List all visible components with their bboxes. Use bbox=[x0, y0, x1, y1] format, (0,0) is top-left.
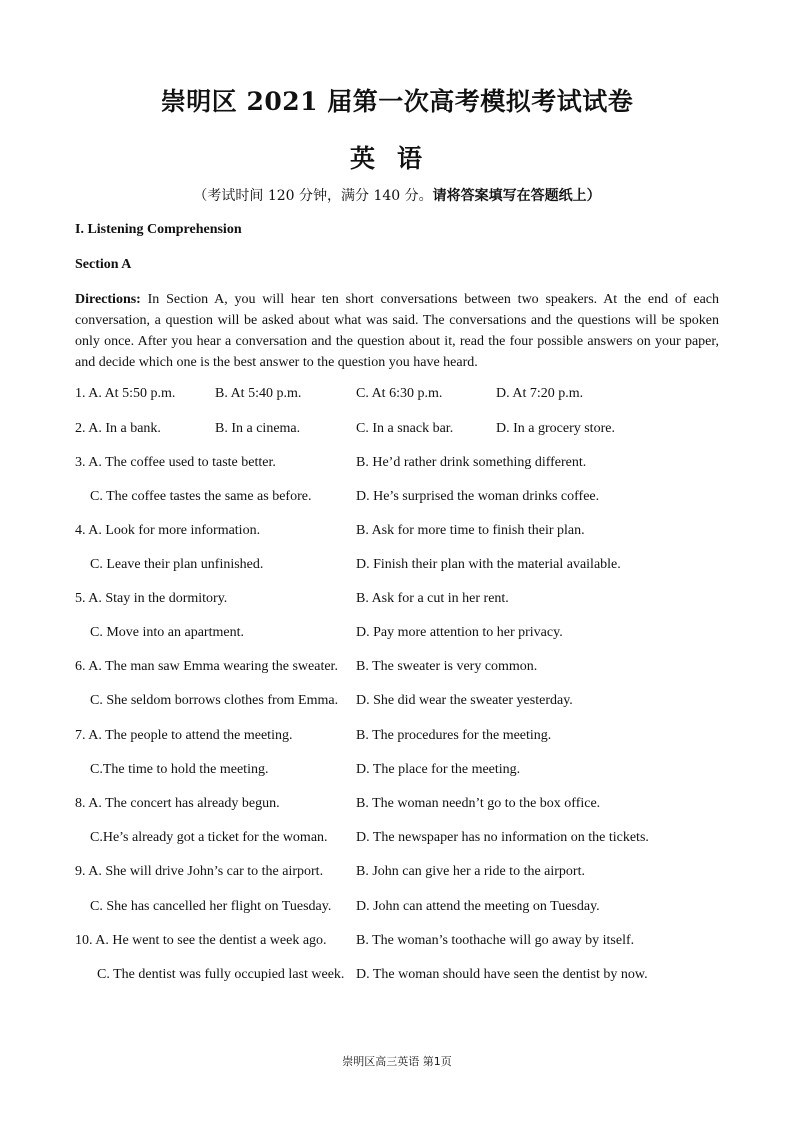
q9-option-d: D. John can attend the meeting on Tuesday. bbox=[356, 899, 600, 914]
q2-option-b: B. In a cinema. bbox=[215, 421, 301, 436]
subject-title: 英语 bbox=[349, 144, 444, 173]
q3-option-a: 3. A. The coffee used to taste better. bbox=[75, 455, 276, 470]
section-heading: Section A bbox=[75, 257, 132, 272]
q7-option-c: C.The time to hold the meeting. bbox=[90, 762, 269, 777]
q1-option-d: D. At 7:20 p.m. bbox=[496, 386, 584, 401]
q9-option-c: C. She has cancelled her flight on Tuesday. bbox=[90, 899, 332, 914]
q6-option-a: 6. A. The man saw Emma wearing the sweater. bbox=[75, 659, 338, 674]
q4-option-c: C. Leave their plan unfinished. bbox=[90, 557, 264, 572]
q5-option-b: B. Ask for a cut in her rent. bbox=[356, 591, 509, 606]
q2-option-c: C. In a snack bar. bbox=[356, 421, 454, 436]
q6-option-b: B. The sweater is very common. bbox=[356, 659, 538, 674]
q10-option-d: D. The woman should have seen the dentist by now. bbox=[356, 967, 648, 982]
q9-option-a: 9. A. She will drive John’s car to the airport. bbox=[75, 864, 324, 879]
q5-option-d: D. Pay more attention to her privacy. bbox=[356, 625, 563, 640]
exam-title: 崇明区 2021 届第一次高考模拟考试试卷 bbox=[160, 87, 634, 116]
q7-option-b: B. The procedures for the meeting. bbox=[356, 728, 552, 743]
directions-paragraph bbox=[75, 289, 719, 373]
part-heading: I. Listening Comprehension bbox=[75, 222, 242, 237]
q7-option-d: D. The place for the meeting. bbox=[356, 762, 521, 777]
q6-option-c: C. She seldom borrows clothes from Emma. bbox=[90, 693, 339, 708]
q10-option-a: 10. A. He went to see the dentist a week ago. bbox=[75, 933, 327, 948]
q8-option-b: B. The woman needn’t go to the box office. bbox=[356, 796, 601, 811]
q7-option-a: 7. A. The people to attend the meeting. bbox=[75, 728, 293, 743]
q1-option-a: 1. A. At 5:50 p.m. bbox=[75, 386, 176, 401]
q1-option-b: B. At 5:40 p.m. bbox=[215, 386, 302, 401]
q5-option-a: 5. A. Stay in the dormitory. bbox=[75, 591, 228, 606]
q2-option-a: 2. A. In a bank. bbox=[75, 421, 161, 436]
q10-option-c: C. The dentist was fully occupied last week. bbox=[97, 967, 345, 982]
directions-text: In Section A, you will hear ten short conversations between two speakers. At the end of each conversation, a question will be asked about what was said. The conversations and the questions will be spoken only once. After you hear a conversation and the question about it, read the four possible answers on your paper, and decide which one is the best answer to the question you have heard. bbox=[75, 292, 719, 370]
q8-option-d: D. The newspaper has no information on the tickets. bbox=[356, 830, 649, 845]
note-plain: （考试时间 120 分钟，满分 140 分。 bbox=[193, 188, 433, 204]
q3-option-c: C. The coffee tastes the same as before. bbox=[90, 489, 312, 504]
q4-option-d: D. Finish their plan with the material available. bbox=[356, 557, 621, 572]
page-footer: 崇明区高三英语 第1页 bbox=[342, 1055, 452, 1068]
q10-option-b: B. The woman’s toothache will go away by itself. bbox=[356, 933, 635, 948]
q8-option-c: C.He’s already got a ticket for the woman. bbox=[90, 830, 328, 845]
q5-option-c: C. Move into an apartment. bbox=[90, 625, 244, 640]
q9-option-b: B. John can give her a ride to the airport. bbox=[356, 864, 585, 879]
q1-option-c: C. At 6:30 p.m. bbox=[356, 386, 443, 401]
q2-option-d: D. In a grocery store. bbox=[496, 421, 615, 436]
q3-option-d: D. He’s surprised the woman drinks coffee. bbox=[356, 489, 600, 504]
q6-option-d: D. She did wear the sweater yesterday. bbox=[356, 693, 573, 708]
q8-option-a: 8. A. The concert has already begun. bbox=[75, 796, 280, 811]
note-bold: 请将答案填写在答题纸上） bbox=[432, 188, 601, 204]
q4-option-b: B. Ask for more time to finish their plan. bbox=[356, 523, 585, 538]
directions-label: Directions: bbox=[75, 292, 141, 307]
q4-option-a: 4. A. Look for more information. bbox=[75, 523, 261, 538]
q3-option-b: B. He’d rather drink something different. bbox=[356, 455, 587, 470]
exam-note bbox=[0, 185, 794, 205]
